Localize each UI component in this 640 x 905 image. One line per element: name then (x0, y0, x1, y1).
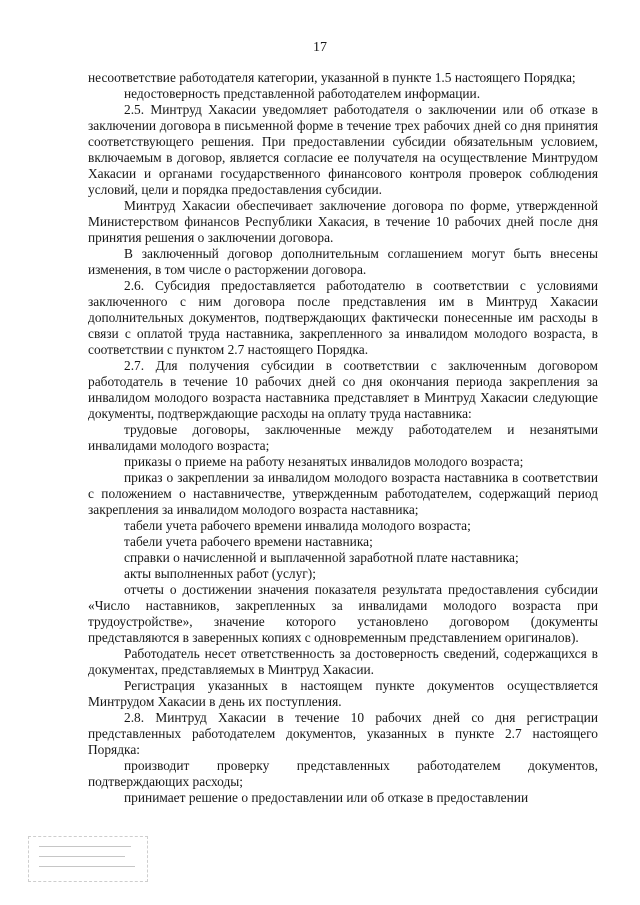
paragraph: 2.6. Субсидия предоставляется работодателю в соответствии с условиями заключенного с ним договора после представления им в Минтруд Хакасии дополнительных документов, подтверждающих фактически понесенные им расходы в связи с оплатой труда наставника, закрепленного за инвалидом молодого возраста, в соответствии с пунктом 2.7 настоящего Порядка. (88, 278, 598, 357)
paragraph: табели учета рабочего времени наставника; (124, 534, 373, 549)
page-number: 17 (313, 40, 327, 55)
paragraph: 2.5. Минтруд Хакасии уведомляет работодателя о заключении или об отказе в заключении договора в письменной форме в течение трех рабочих дней со дня принятия соответствующего решения. При предоставлении субсидии обязательным условием, включаемым в договор, является согласие ее получателя на осуществление Минтрудом Хакасии и органами государственного финансового контроля проверок соблюдения условий, цели и порядка предоставления субсидии. (88, 102, 598, 197)
paragraph: производит проверку представленных работодателем документов, подтверждающих расходы; (88, 758, 598, 789)
paragraph: 2.8. Минтруд Хакасии в течение 10 рабочих дней со дня регистрации представленных работодателем документов, указанных в пункте 2.7 настоящего Порядка: (88, 710, 598, 757)
paragraph: недостоверность представленной работодателем информации. (124, 86, 481, 101)
paragraph: несоответствие работодателя категории, указанной в пункте 1.5 настоящего Порядка; (88, 70, 576, 85)
paragraph: приказы о приеме на работу незанятых инвалидов молодого возраста; (124, 454, 524, 469)
paragraph: трудовые договоры, заключенные между работодателем и незанятыми инвалидами молодого возраста; (88, 422, 598, 453)
paragraph: принимает решение о предоставлении или об отказе в предоставлении (124, 790, 529, 805)
faded-stamp (28, 836, 148, 882)
paragraph: приказ о закреплении за инвалидом молодого возраста наставника в соответствии с положением о наставничестве, утвержденным работодателем, содержащий период закрепления за инвалидом молодого возраста наставника; (88, 470, 598, 517)
paragraph: Минтруд Хакасии обеспечивает заключение договора по форме, утвержденной Министерством финансов Республики Хакасия, в течение 10 рабочих дней после дня принятия решения о заключении договора. (88, 198, 598, 245)
paragraph: Регистрация указанных в настоящем пункте документов осуществляется Минтрудом Хакасии в день их поступления. (88, 678, 598, 709)
paragraph: 2.7. Для получения субсидии в соответствии с заключенным договором работодатель в течение 10 рабочих дней со дня окончания периода закрепления за инвалидом молодого возраста наставника представляет в Минтруд Хакасии следующие документы, подтверждающие расходы на оплату труда наставника: (88, 358, 598, 421)
document-body (88, 70, 598, 806)
paragraph: отчеты о достижении значения показателя результата предоставления субсидии «Число наставников, закрепленных за инвалидами молодого возраста при трудоустройстве», значение которого установлено договором (документы представляются в заверенных копиях с одновременным представлением оригиналов). (88, 582, 598, 645)
paragraph: акты выполненных работ (услуг); (124, 566, 316, 581)
paragraph: табели учета рабочего времени инвалида молодого возраста; (124, 518, 471, 533)
paragraph: справки о начисленной и выплаченной заработной плате наставника; (124, 550, 519, 565)
paragraph: Работодатель несет ответственность за достоверность сведений, содержащихся в документах, представляемых в Минтруд Хакасии. (88, 646, 598, 677)
paragraph: В заключенный договор дополнительным соглашением могут быть внесены изменения, в том числе о расторжении договора. (88, 246, 598, 277)
